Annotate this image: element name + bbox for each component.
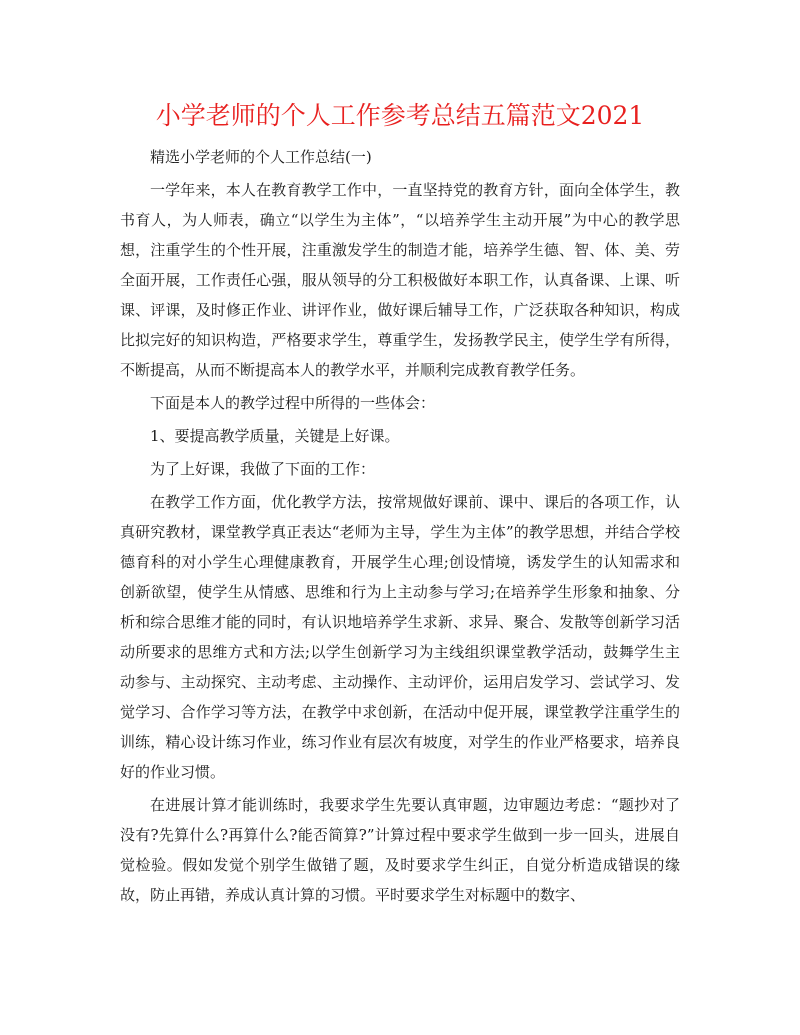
paragraph-intro: 下面是本人的教学过程中所得的一些体会： <box>150 394 436 412</box>
document-title: 小学老师的个人工作参考总结五篇范文2021 <box>155 101 645 130</box>
paragraph-point-1: 1、要提高教学质量，关键是上好课。 <box>150 427 400 445</box>
paragraph-calculation: 在进展计算才能训练时，我要求学生先要认真审题，边审题边考虑：“题抄对了没有?先算什么?再算什么?能否简算?”计算过程中要求学生做到一步一回头，进展自觉检验。假如发觉个别学生做错了题，及时要求学生纠正，自觉分析造成错误的缘故，防止再错，养成认真计算的习惯。平时要求学生对标题中的数字、 <box>120 796 680 904</box>
paragraph-teaching-method: 在教学工作方面，优化教学方法，按常规做好课前、课中、课后的各项工作，认真研究教材，课堂教学真正表达“老师为主导，学生为主体”的教学思想，并结合学校德育科的对小学生心理健康教育，开展学生心理;创设情境，诱发学生的认知需求和创新欲望，使学生从情感、思维和行为上主动参与学习;在培养学生形象和抽象、分析和综合思维才能的同时，有认识地培养学生求新、求异、聚合、发散等创新学习活动所要求的思维方式和方法;以学生创新学习为主线组织课堂教学活动，鼓舞学生主动参与、主动探究、主动考虑、主动操作、主动评价，运用启发学习、尝试学习、发觉学习、合作学习等方法，在教学中求创新，在活动中促开展，课堂教学注重学生的训练，精心设计练习作业，练习作业有层次有坡度，对学生的作业严格要求，培养良好的作业习惯。 <box>120 493 680 781</box>
document-body <box>120 142 680 913</box>
paragraph-overview: 一学年来，本人在教育教学工作中，一直坚持党的教育方针，面向全体学生，教书育人，为人师表，确立“以学生为主体”，“以培养学生主动开展”为中心的教学思想，注重学生的个性开展，注重激发学生的制造才能，培养学生德、智、体、美、劳全面开展，工作责任心强，服从领导的分工积极做好本职工作，认真备课、上课、听课、评课，及时修正作业、讲评作业，做好课后辅导工作，广泛获取各种知识，构成比拟完好的知识构造，严格要求学生，尊重学生，发扬教学民主，使学生学有所得，不断提高，从而不断提高本人的教学水平，并顺利完成教育教学任务。 <box>120 181 680 379</box>
paragraph-lead-in: 为了上好课，我做了下面的工作： <box>150 460 376 478</box>
paragraph-subtitle: 精选小学老师的个人工作总结(一) <box>150 148 372 166</box>
